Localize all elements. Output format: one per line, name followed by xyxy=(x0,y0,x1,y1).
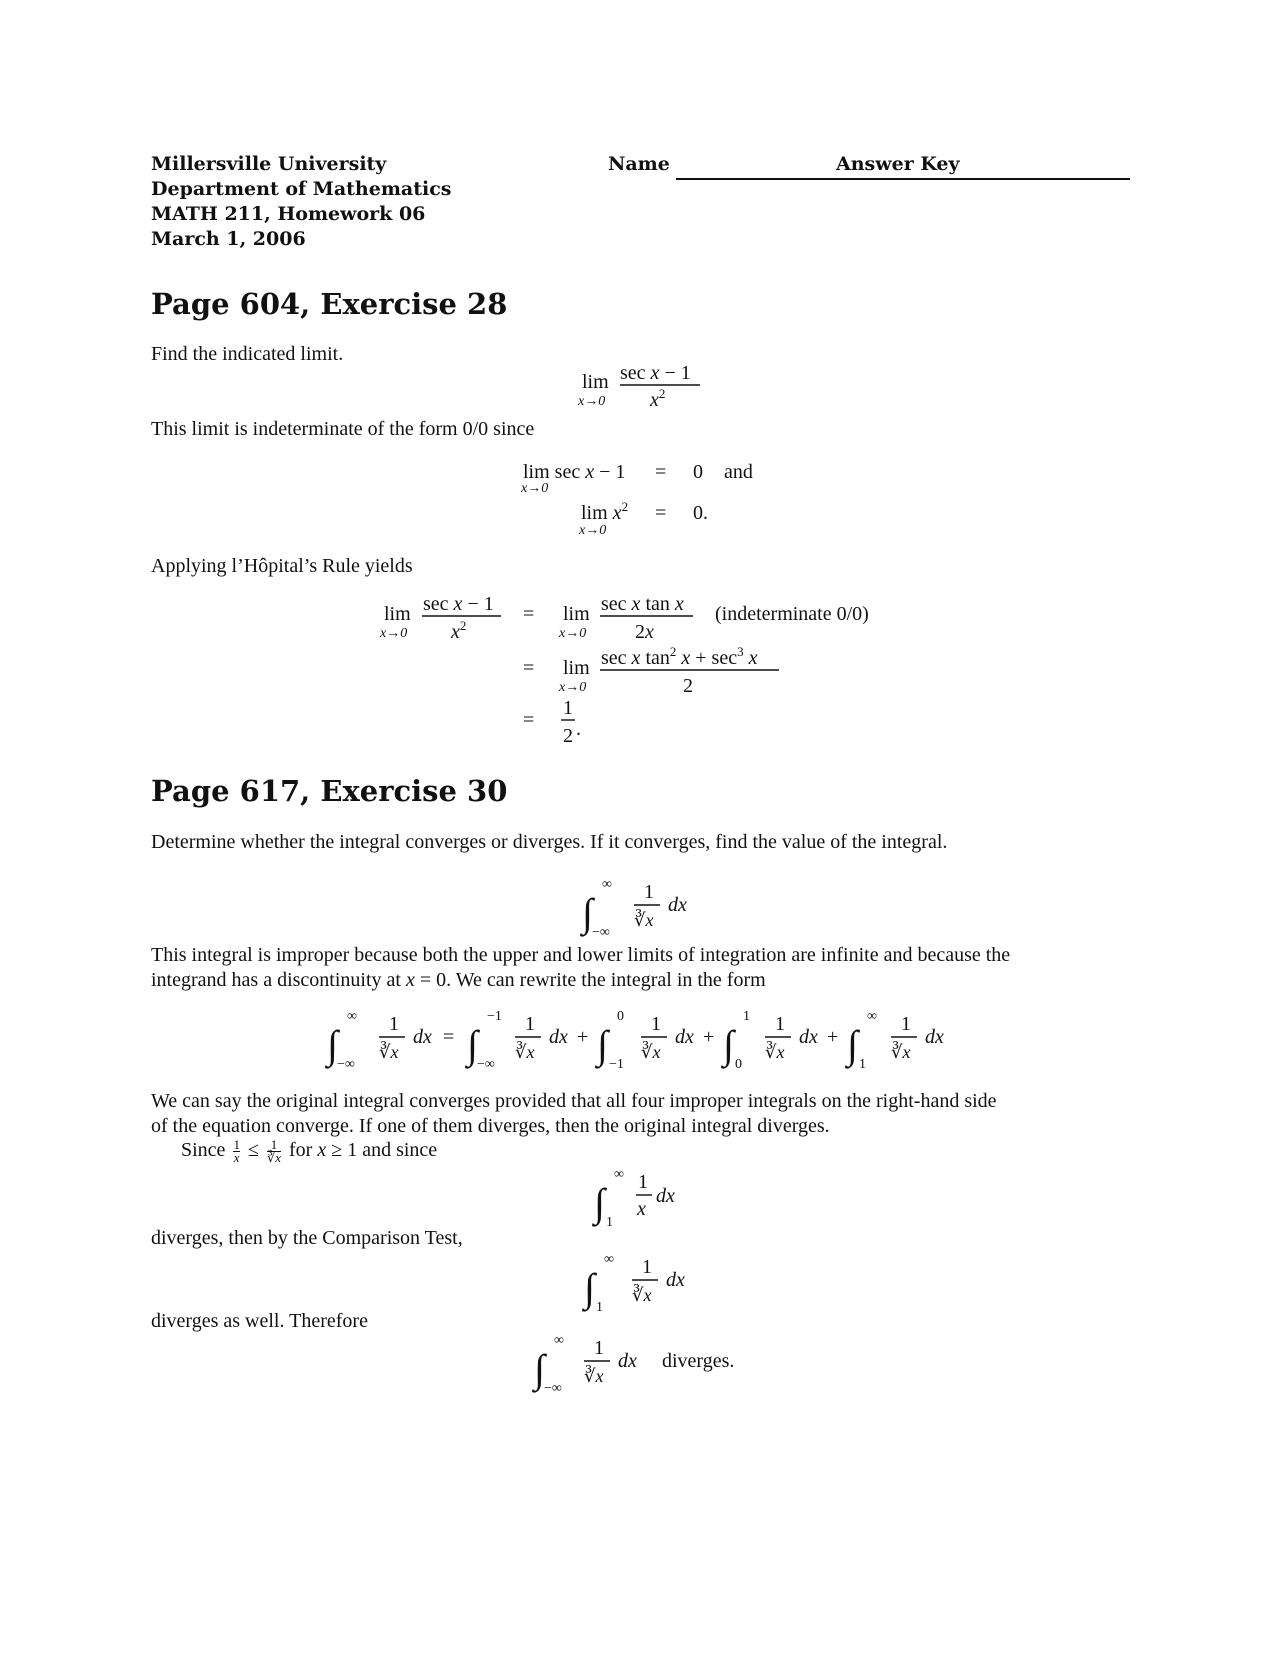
svg-text:.: . xyxy=(576,718,581,740)
svg-text:1: 1 xyxy=(901,1013,911,1035)
svg-text:lim x2: $\lim x^2$ xyxy=(581,499,629,524)
converge-line-1: We can say the original integral converges provided that all four improper integrals on the right-hand side xyxy=(151,1090,997,1112)
section-title-1: Page 604, Exercise 28 xyxy=(151,287,508,321)
integral-split xyxy=(325,1000,965,1072)
svg-text:1: 1 xyxy=(606,1215,613,1230)
svg-text:lim: lim xyxy=(563,657,590,679)
hopital-derivation xyxy=(375,590,935,760)
indeterminate-note: (indeterminate 0/0) xyxy=(715,603,869,625)
integral-one-over-x xyxy=(590,1160,700,1230)
svg-text:1: 1 xyxy=(775,1013,785,1035)
svg-text:∞: ∞ xyxy=(554,1333,564,1348)
svg-text:+: + xyxy=(577,1026,589,1048)
lim-subscript: x→0 xyxy=(578,394,606,409)
svg-text:1: 1 xyxy=(644,881,654,903)
svg-text:dx: dx xyxy=(666,1269,685,1291)
department-name: Department of Mathematics xyxy=(151,178,452,200)
svg-text:−∞: −∞ xyxy=(337,1057,355,1072)
svg-text:=: = xyxy=(655,461,667,483)
therefore-text: diverges as well. Therefore xyxy=(151,1310,368,1332)
svg-text:0: 0 xyxy=(617,1009,624,1024)
svg-text:∞: ∞ xyxy=(867,1009,877,1024)
svg-text:−∞: −∞ xyxy=(592,925,610,940)
svg-text:1: 1 xyxy=(389,1013,399,1035)
svg-text:=: = xyxy=(443,1026,455,1048)
svg-text:∛x: ∛x xyxy=(634,910,654,930)
integral-final xyxy=(530,1324,770,1396)
svg-text:dx: dx xyxy=(618,1350,637,1372)
improper-paragraph xyxy=(151,943,1131,993)
svg-text:sec x tan x: sec x tan x xyxy=(601,593,684,615)
svg-text:1: 1 xyxy=(859,1057,866,1072)
prompt-find-limit: Find the indicated limit. xyxy=(151,343,344,365)
svg-text:∞: ∞ xyxy=(602,877,612,892)
improper-line-2: integrand has a discontinuity at x = 0. We can rewrite the integral in the form xyxy=(151,969,766,991)
svg-text:1: 1 xyxy=(594,1337,604,1359)
header-block xyxy=(151,152,452,252)
svg-text:1: 1 xyxy=(651,1013,661,1035)
svg-text:dx: dx xyxy=(656,1185,675,1207)
svg-text:−∞: −∞ xyxy=(544,1381,562,1396)
svg-text:2x: 2x xyxy=(635,621,654,643)
svg-text:1: 1 xyxy=(525,1013,535,1035)
svg-text:sec x − 1: sec x − 1 xyxy=(423,593,494,615)
svg-text:dx: dx xyxy=(799,1026,818,1048)
since-line: Since $\frac{1}{x}$ ≤ $\frac{1}{∛x}$ for x ≥ 1 and since xyxy=(181,1136,438,1165)
svg-text:∫: ∫ xyxy=(467,1022,478,1067)
svg-text:1: 1 xyxy=(596,1300,603,1315)
svg-text:=: = xyxy=(523,709,535,731)
svg-text:+: + xyxy=(703,1026,715,1048)
svg-text:lim sec x − 1: lim sec x − 1 xyxy=(523,461,626,483)
hopital-text: Applying l’Hôpital’s Rule yields xyxy=(151,555,413,577)
svg-text:−1: −1 xyxy=(487,1009,502,1024)
svg-text:x→0: x→0 xyxy=(559,680,587,695)
svg-text:dx: dx xyxy=(413,1026,432,1048)
svg-text:∫: ∫ xyxy=(327,1022,338,1067)
svg-text:x→0: x→0 xyxy=(521,481,549,496)
limit-expression xyxy=(560,358,720,414)
svg-text:∛x: ∛x xyxy=(632,1285,652,1305)
name-label: Name xyxy=(608,153,670,175)
svg-text:=: = xyxy=(655,502,667,524)
svg-text:∫: ∫ xyxy=(597,1022,608,1067)
svg-text:∫: ∫ xyxy=(723,1022,734,1067)
svg-text:1: 1 xyxy=(563,697,573,719)
svg-text:∫: ∫ xyxy=(594,1180,605,1225)
and-word: and xyxy=(724,461,753,483)
svg-text:dx: dx xyxy=(675,1026,694,1048)
section-title-2: Page 617, Exercise 30 xyxy=(151,774,508,808)
svg-text:dx: dx xyxy=(668,894,687,916)
indeterminate-text: This limit is indeterminate of the form 0/0 since xyxy=(151,418,535,440)
improper-line-1: This integral is improper because both the upper and lower limits of integration are infinite and because the xyxy=(151,944,1011,966)
svg-text:∛x: ∛x xyxy=(379,1042,399,1062)
svg-text:∛x: ∛x xyxy=(641,1042,661,1062)
lim-symbol: lim xyxy=(582,371,609,393)
svg-text:0: 0 xyxy=(693,461,703,483)
svg-text:1: 1 xyxy=(638,1171,648,1193)
integral-cube-root-1 xyxy=(580,1243,710,1315)
svg-text:2: 2 xyxy=(683,675,693,697)
svg-text:lim: lim xyxy=(563,603,590,625)
prompt-converge: Determine whether the integral converges or diverges. If it converges, find the value of the integral. xyxy=(151,831,948,853)
svg-text:=: = xyxy=(523,657,535,679)
svg-text:∞: ∞ xyxy=(604,1252,614,1267)
name-value: Answer Key xyxy=(836,153,960,175)
numerator: sec x − 1 xyxy=(620,362,691,384)
svg-text:dx: dx xyxy=(549,1026,568,1048)
svg-text:1: 1 xyxy=(743,1009,750,1024)
svg-text:−1: −1 xyxy=(609,1057,624,1072)
svg-text:∫: ∫ xyxy=(847,1022,858,1067)
svg-text:sec x tan2 x + sec3 x: sec x $\tan^2 x + \sec^3 x$ xyxy=(601,644,758,669)
svg-text:x2: $x^2$ xyxy=(451,618,467,643)
svg-text:dx: dx xyxy=(925,1026,944,1048)
svg-text:x→0: x→0 xyxy=(559,626,587,641)
svg-text:∛x: ∛x xyxy=(515,1042,535,1062)
university-name: Millersville University xyxy=(151,153,387,175)
svg-text:∞: ∞ xyxy=(347,1009,357,1024)
svg-text:∛x: ∛x xyxy=(891,1042,911,1062)
diverges-word: diverges. xyxy=(662,1350,735,1372)
course-name: MATH 211, Homework 06 xyxy=(151,203,426,225)
converge-paragraph xyxy=(151,1089,1131,1139)
svg-text:x→0: x→0 xyxy=(579,523,607,538)
svg-text:0.: 0. xyxy=(693,502,708,524)
converge-line-2: of the equation converge. If one of them diverges, then the original integral diverges. xyxy=(151,1115,830,1137)
svg-text:−∞: −∞ xyxy=(477,1057,495,1072)
svg-text:2: 2 xyxy=(563,725,573,747)
svg-text:0: 0 xyxy=(735,1057,742,1072)
svg-text:∫: ∫ xyxy=(584,1265,595,1310)
assignment-date: March 1, 2006 xyxy=(151,228,306,250)
svg-text:lim: lim xyxy=(384,603,411,625)
svg-text:∛x: ∛x xyxy=(765,1042,785,1062)
svg-text:x: x xyxy=(637,1198,646,1220)
comparison-text: diverges, then by the Comparison Test, xyxy=(151,1227,463,1249)
svg-text:∫: ∫ xyxy=(534,1346,545,1391)
svg-text:∞: ∞ xyxy=(614,1167,624,1182)
svg-text:+: + xyxy=(827,1026,839,1048)
name-underline xyxy=(676,178,1130,180)
svg-text:x→0: x→0 xyxy=(380,626,408,641)
svg-text:=: = xyxy=(523,603,535,625)
integral-main xyxy=(578,868,718,940)
svg-text:∫: ∫ xyxy=(582,890,593,935)
svg-text:∛x: ∛x xyxy=(584,1366,604,1386)
limits-check xyxy=(515,455,775,545)
denominator: $x^2$ xyxy=(650,386,666,411)
svg-text:1: 1 xyxy=(642,1256,652,1278)
